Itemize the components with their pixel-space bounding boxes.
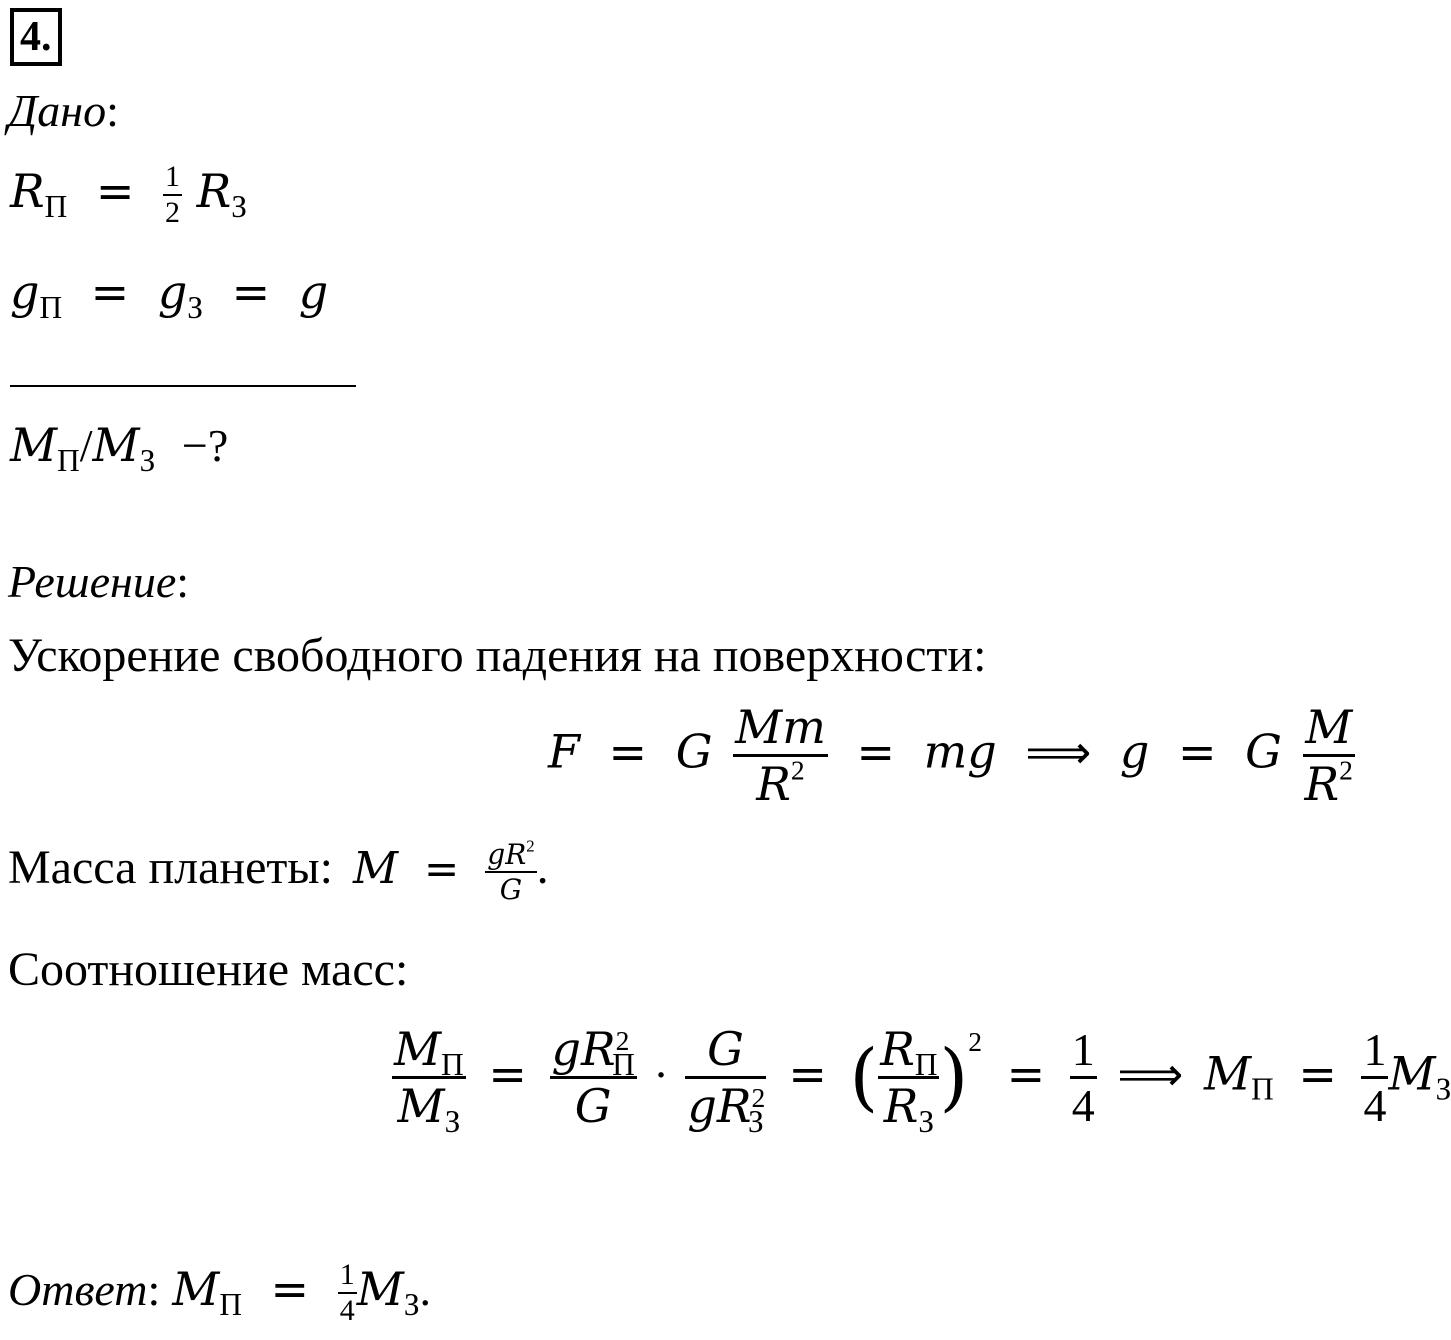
frac-den [1303, 754, 1355, 811]
right-paren: ) [939, 1035, 969, 1120]
var-f: F [548, 724, 580, 779]
exponent: 2 [968, 1025, 982, 1057]
solution-heading-label: Решение [8, 556, 177, 607]
equals-sign: = [608, 724, 648, 779]
equals-sign: = [90, 265, 130, 319]
frac-den: G [499, 873, 523, 906]
var-g: g [298, 265, 329, 319]
sub-planet: П [612, 1047, 635, 1082]
solution-text-mass-ratio: Соотношение масс: [8, 943, 409, 996]
exponent: 2 [615, 1024, 630, 1056]
frac-num: M [1303, 700, 1355, 757]
question-mark: −? [181, 420, 229, 471]
fraction-mp-over-mz [392, 1022, 466, 1139]
solution-text-acceleration: Ускорение свободного падения на поверхности: [8, 629, 987, 682]
var-g: g [687, 1079, 717, 1133]
left-paren: ( [849, 1035, 879, 1120]
frac-den: 4 [1363, 1080, 1387, 1131]
fraction-quarter [338, 1258, 357, 1328]
var-g: g [157, 265, 188, 319]
var-m: M [1203, 1046, 1252, 1101]
sub-earth: З [918, 1104, 934, 1139]
var-g: g [551, 1022, 581, 1076]
frac-num [550, 1022, 637, 1082]
equals-sign: = [270, 1262, 310, 1316]
given-separator [10, 385, 356, 387]
frac-den: 2 [165, 196, 181, 229]
frac-den [392, 1079, 466, 1139]
solution-heading [8, 555, 189, 608]
var-r: R [880, 1022, 915, 1076]
frac-den [733, 754, 828, 811]
var-g-const: G [675, 724, 713, 779]
answer-colon: : [147, 1264, 161, 1315]
period: . [536, 841, 549, 895]
sub-earth: З [403, 1287, 420, 1322]
find-quantity [10, 418, 229, 478]
var-g: g [487, 838, 506, 871]
frac-den: 4 [339, 1294, 355, 1327]
period: . [419, 1264, 431, 1315]
exponent: 2 [1339, 754, 1353, 786]
given-heading-label: Дано [8, 85, 107, 136]
multiply-dot: · [653, 1048, 669, 1100]
implies-arrow: ⟹ [1117, 1046, 1184, 1101]
equals-sign: = [95, 164, 135, 218]
given-radius-relation [10, 160, 247, 230]
answer-heading: Ответ [8, 1264, 148, 1315]
sub-earth: З [444, 1104, 461, 1139]
answer-formula [172, 1258, 431, 1327]
frac-num [392, 1022, 466, 1082]
fraction-g-over-grz2 [685, 1022, 766, 1139]
answer-line [8, 1258, 431, 1328]
exponent: 2 [751, 1081, 766, 1113]
equation-mass-ratio [392, 1022, 1451, 1139]
frac-num: Mm [733, 700, 828, 757]
equation-gravity-force [548, 700, 1355, 811]
sub-planet: П [219, 1287, 242, 1322]
var-m: M [394, 1022, 442, 1076]
equals-sign: = [424, 844, 460, 894]
sub-earth: З [231, 189, 247, 224]
given-heading [8, 84, 119, 137]
sub-earth: З [1435, 1071, 1451, 1107]
var-m: M [10, 418, 58, 472]
given-gravity-relation [10, 265, 329, 325]
frac-den: G [574, 1079, 612, 1133]
sub-planet: П [39, 290, 63, 325]
var-m: M [356, 1262, 404, 1316]
solution-text-planet-mass [8, 838, 549, 906]
var-r: R [883, 1079, 919, 1133]
fraction-mm-over-r2 [733, 700, 828, 811]
var-g: g [1119, 724, 1150, 779]
fraction-quarter [1070, 1023, 1097, 1132]
var-r: R [505, 838, 527, 871]
exponent: 2 [790, 754, 805, 786]
var-m: M [172, 1262, 220, 1316]
frac-den [878, 1079, 939, 1139]
sub-earth: З [139, 443, 156, 478]
equals-sign: = [488, 1046, 527, 1101]
var-m: M [1388, 1046, 1436, 1101]
fraction-quarter [1361, 1023, 1388, 1132]
sub-earth: З [187, 290, 203, 325]
frac-den: 4 [1071, 1080, 1095, 1131]
var-r: R [716, 1079, 752, 1133]
equals-sign: = [1177, 724, 1217, 779]
var-r: R [756, 757, 791, 811]
sub-planet: П [914, 1047, 938, 1082]
solution-heading-colon: : [176, 556, 190, 607]
frac-num: G [685, 1022, 765, 1079]
frac-den [685, 1079, 766, 1139]
planet-mass-label: Масса планеты: [8, 841, 333, 895]
equals-sign: = [1006, 1046, 1046, 1101]
frac-num: 1 [1361, 1023, 1388, 1079]
sub-planet: П [1251, 1071, 1274, 1107]
var-r: R [196, 164, 232, 218]
sub-planet: П [44, 189, 68, 224]
var-r: R [580, 1022, 616, 1076]
frac-num: 1 [1070, 1023, 1097, 1079]
sub-planet: П [57, 443, 80, 478]
frac-num [878, 1022, 939, 1082]
var-m: M [92, 418, 140, 472]
var-m: M [397, 1079, 445, 1133]
fraction-gr2-over-g [485, 838, 536, 906]
var-r: R [1304, 757, 1340, 811]
frac-num: 1 [163, 160, 182, 196]
var-r: R [10, 164, 45, 218]
sub-planet: П [441, 1047, 464, 1082]
problem-number: 4. [10, 8, 62, 66]
frac-num: 1 [338, 1258, 357, 1294]
equals-sign: = [1298, 1046, 1337, 1101]
equals-sign: = [788, 1046, 827, 1101]
var-mg: mg [923, 724, 997, 779]
var-m: M [352, 843, 399, 895]
sub-earth: З [748, 1104, 764, 1139]
equals-sign: = [231, 265, 271, 319]
var-g: g [10, 265, 40, 319]
slash: / [79, 420, 93, 471]
var-g-const: G [1245, 724, 1282, 779]
fraction-grp2-over-g [550, 1022, 637, 1133]
implies-arrow: ⟹ [1025, 724, 1092, 779]
exponent: 2 [526, 836, 535, 856]
given-heading-colon: : [106, 85, 119, 136]
fraction-rp-over-rz [878, 1022, 939, 1139]
equals-sign: = [856, 724, 895, 779]
fraction-m-over-r2 [1303, 700, 1355, 811]
frac-num [485, 838, 536, 873]
fraction-half [163, 160, 182, 230]
